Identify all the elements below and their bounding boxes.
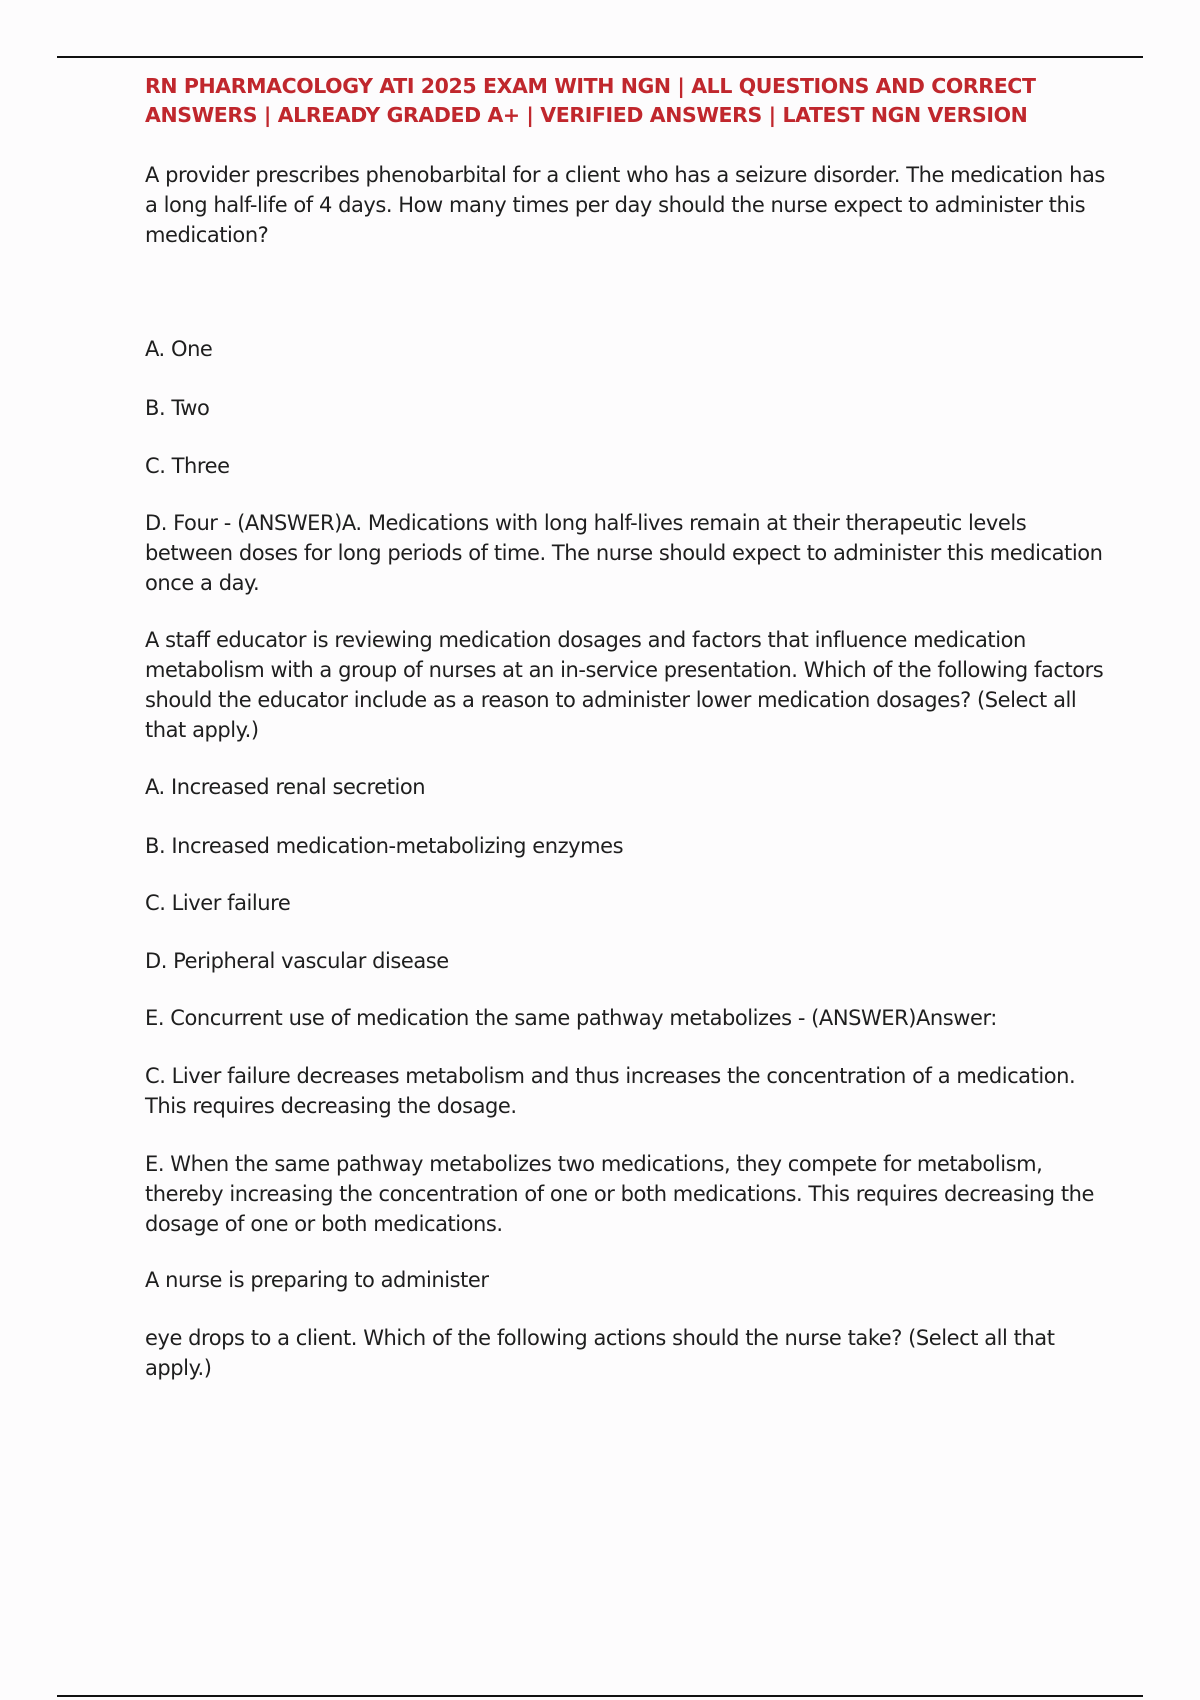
- question-2-option-d: D. Peripheral vascular disease: [145, 949, 449, 973]
- question-3-stem-part-2: eye drops to a client. Which of the following actions should the nurse take? (Select all that apply.): [145, 1326, 1055, 1380]
- question-2-option-c: C. Liver failure: [145, 891, 291, 915]
- question-1-option-c: C. Three: [145, 454, 230, 478]
- question-3-stem-part-1: A nurse is preparing to administer: [145, 1268, 489, 1292]
- top-rule: [57, 56, 1143, 58]
- bottom-rule: [57, 1695, 1143, 1697]
- question-2-option-b: B. Increased medication-metabolizing enzymes: [145, 834, 624, 858]
- question-1-option-d-answer: D. Four - (ANSWER)A. Medications with long half-lives remain at their therapeutic levels between doses for long periods of time. The nurse should expect to administer this medication once a day.: [145, 511, 1103, 595]
- question-1-option-b: B. Two: [145, 396, 210, 420]
- question-2-rationale-c: C. Liver failure decreases metabolism and thus increases the concentration of a medication. This requires decreasing the dosage.: [145, 1064, 1076, 1118]
- document-title: RN PHARMACOLOGY ATI 2025 EXAM WITH NGN | ALL QUESTIONS AND CORRECT ANSWERS | ALREADY GRADED A+ | VERIFIED ANSWERS | LATEST NGN VERSION: [145, 74, 1036, 127]
- question-2-stem: A staff educator is reviewing medication dosages and factors that influence medication metabolism with a group of nurses at an in-service presentation. Which of the following factors should the educator include as a reason to administer lower medication dosages? (Select all that apply.): [145, 628, 1104, 742]
- question-2-option-e-answer: E. Concurrent use of medication the same pathway metabolizes - (ANSWER)Answer:: [145, 1006, 997, 1030]
- question-1-stem: A provider prescribes phenobarbital for a client who has a seizure disorder. The medication has a long half-life of 4 days. How many times per day should the nurse expect to administer this medication?: [145, 163, 1105, 247]
- question-2-option-a: A. Increased renal secretion: [145, 775, 426, 799]
- question-2-rationale-e: E. When the same pathway metabolizes two medications, they compete for metabolism, thereby increasing the concentration of one or both medications. This requires decreasing the dosage of one or both medications.: [145, 1152, 1095, 1236]
- question-1-option-a: A. One: [145, 337, 213, 361]
